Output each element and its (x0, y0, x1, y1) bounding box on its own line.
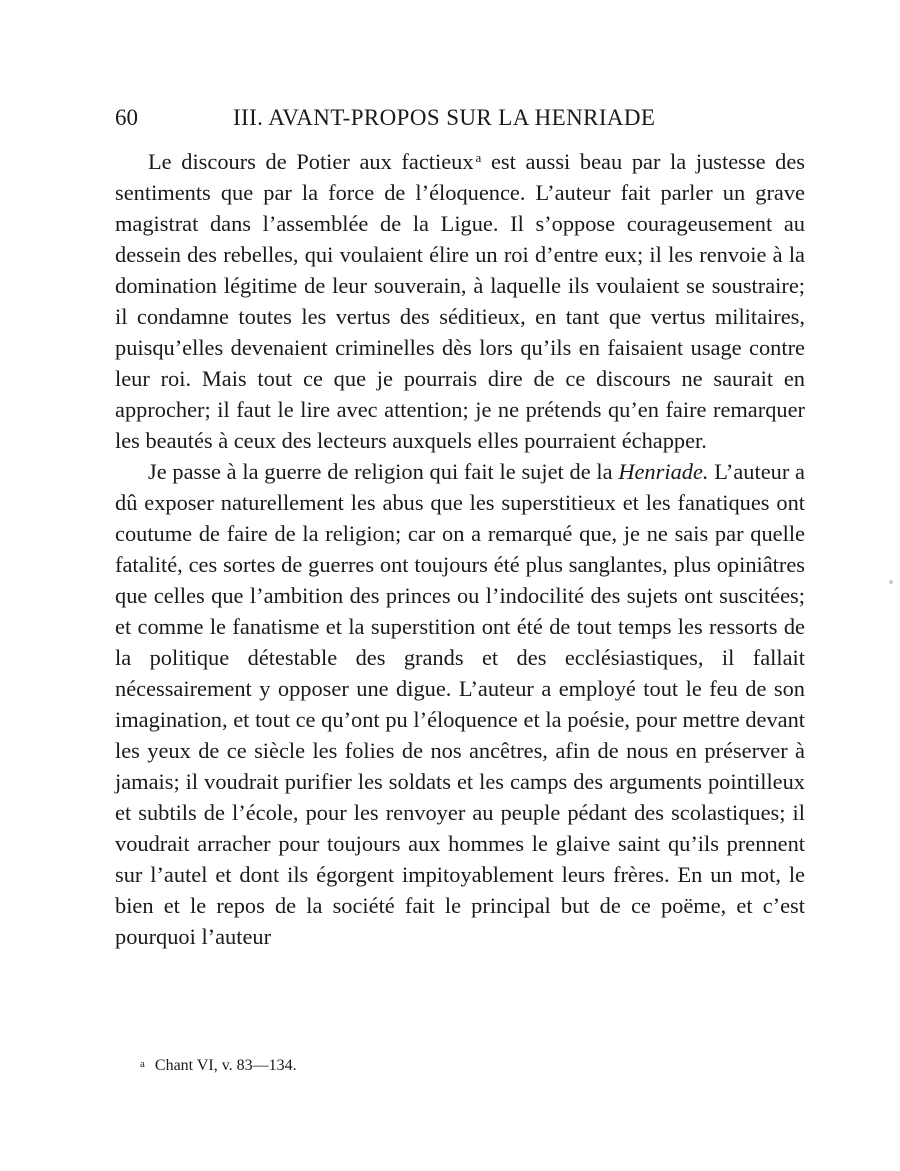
paragraph-2-text-start: Je passe à la guerre de religion qui fait le sujet de la (148, 459, 619, 484)
paragraph-1 (115, 146, 805, 456)
paragraph-2-text-end: L’auteur a dû exposer naturellement les abus que les superstitieux et les fanatiques ont coutume de faire de la religion; car on a remarqué que, je ne sais par quelle fatalité, ces sortes de guerres ont toujours été plus sanglantes, plus opiniâtres que celles que l’ambition des princes ou l’indocilité des sujets ont suscitées; et comme le fanatisme et la superstition ont été de tout temps les ressorts de la politique détestable des grands et des ecclésiastiques, il fallait nécessairement y opposer une digue. L’auteur a employé tout le feu de son imagination, et tout ce qu’ont pu l’éloquence et la poésie, pour mettre devant les yeux de ce siècle les folies de nos ancêtres, afin de nous en préserver à jamais; il voudrait purifier les soldats et les camps des arguments pointilleux et subtils de l’école, pour les renvoyer au peuple pédant des scolastiques; il voudrait arracher pour toujours aux hommes le glaive saint qu’ils prennent sur l’autel et dont ils égorgent impitoyablement leurs frères. En un mot, le bien et le repos de la société fait le principal but de ce poëme, et c’est pourquoi l’auteur (115, 459, 805, 949)
paragraph-2 (115, 456, 805, 952)
running-title: III. AVANT-PROPOS SUR LA HENRIADE (233, 105, 656, 130)
footnote-reference: a (475, 150, 482, 165)
footnote-text: Chant VI, v. 83—134. (154, 1057, 297, 1074)
paragraph-1-text-start: Le discours de Potier aux factieux (148, 149, 474, 174)
footnote (140, 1052, 297, 1078)
footnote-mark: a (140, 1058, 145, 1070)
page-number: 60 (115, 105, 138, 130)
work-title-italic: Henriade. (618, 459, 709, 484)
paragraph-1-text-end: est aussi beau par la justesse des sentiments que par la force de l’éloquence. L’auteur fait parler un grave magistrat dans l’assemblée de la Ligue. Il s’oppose courageusement au dessein des rebelles, qui voulaient élire un roi d’entre eux; il les renvoie à la domination légitime de leur souverain, à laquelle ils voulaient se soustraire; il condamne toutes les vertus des séditieux, en tant que vertus militaires, puisqu’elles devenaient criminelles dès lors qu’ils en faisaient usage contre leur roi. Mais tout ce que je pourrais dire de ce discours ne saurait en approcher; il faut le lire avec attention; je ne prétends qu’en faire remarquer les beautés à ceux des lecteurs auxquels elles pourraient échapper. (115, 149, 806, 453)
paper-speck (889, 580, 893, 584)
page-header (115, 100, 805, 136)
body-text (115, 146, 805, 952)
